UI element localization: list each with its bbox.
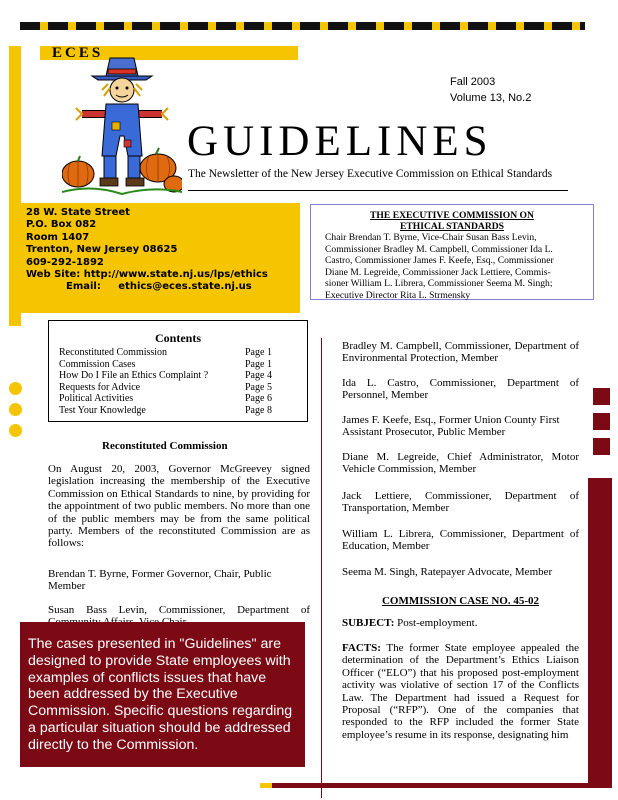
contents-row[interactable]: Reconstituted Commission Page 1 [59, 347, 272, 358]
commission-box-line: Executive Director Rita L. Strmensky [325, 289, 471, 301]
issue-season: Fall 2003 [450, 76, 496, 88]
case-subject [342, 617, 579, 629]
disclaimer-callout: The cases presented in "Guidelines" are designed to provide State employees with examples of conflicts issues that have been addressed by the Executive Commission. Specific questions regarding a particular situation should be addressed directly to the Commission. [20, 622, 305, 767]
case-subject-text: Post-employment. [397, 617, 478, 629]
case-facts [342, 642, 579, 741]
member-legreide: Diane M. Legreide, Chief Administrator, Motor Vehicle Commission, Member [342, 451, 579, 476]
section-heading-reconstituted: Reconstituted Commission [102, 440, 228, 452]
decor-dot [9, 403, 22, 416]
decor-dot [9, 382, 22, 395]
commission-box-line: Diane M. Legreide, Commissioner Jack Lettiere, Commis- [325, 266, 551, 278]
decor-red-bar [588, 478, 612, 783]
contents-row[interactable]: Commission Cases Page 1 [59, 358, 272, 370]
case-heading: COMMISSION CASE NO. 45-02 [381, 595, 540, 607]
commission-box-heading-2: ETHICAL STANDARDS [399, 221, 505, 232]
decor-square [593, 413, 610, 430]
newsletter-title: GUIDELINES [187, 118, 493, 165]
member-levin: Susan Bass Levin, Commissioner, Department of [48, 604, 310, 616]
address-room: Room 1407 [26, 231, 90, 243]
commission-box-heading-1: THE EXECUTIVE COMMISSION ON [370, 210, 534, 221]
issue-info [450, 74, 531, 106]
masthead-rule [188, 190, 568, 191]
case-subject-label: SUBJECT: [342, 617, 395, 629]
right-column-rule [321, 338, 322, 798]
member-lettiere: Jack Lettiere, Commissioner, Department of Transportation, Member [342, 490, 579, 515]
top-dash-border [20, 22, 585, 30]
decor-square [593, 438, 610, 455]
commission-box-line: Chair Brendan T. Byrne, Vice-Chair Susan Bass Levin, [325, 232, 537, 243]
reconstituted-intro: On August 20, 2003, Governor McGreevey signed legislation increasing the membership of the Executive Commission on Ethical Standards to nine, by providing for the appointment of two public members. No more than one of the public members may be from the same political party. Members of the reconstituted Commission are as follows: [48, 463, 310, 550]
address-phone: 609-292-1892 [26, 256, 104, 268]
member-campbell: Bradley M. Campbell, Commissioner, Department of Environmental Protection, Member [342, 340, 579, 365]
member-keefe: James F. Keefe, Esq., Former Union County First Assistant Prosecutor, Public Member [342, 414, 560, 439]
member-byrne: Brendan T. Byrne, Former Governor, Chair, Public Member [48, 568, 272, 593]
member-librera: William L. Librera, Commissioner, Department of Education, Member [342, 528, 579, 553]
table-of-contents [48, 320, 308, 422]
address-pobox: P.O. Box 082 [26, 219, 97, 231]
scarecrow-illustration [62, 56, 182, 198]
address-website[interactable]: Web Site: http://www.state.nj.us/lps/ethics [26, 269, 268, 281]
contents-row[interactable]: Requests for Advice Page 5 [59, 381, 272, 393]
commission-box-line: sioner William L. Librera, Commissioner Seema M. Singh; [325, 278, 553, 290]
member-castro: Ida L. Castro, Commissioner, Department of Personnel, Member [342, 377, 579, 402]
org-acronym: ECES [52, 45, 104, 61]
decor-bottom-bar [272, 783, 612, 788]
contents-row[interactable]: Political Activities Page 6 [59, 393, 272, 405]
decor-dot [9, 424, 22, 437]
newsletter-subtitle: The Newsletter of the New Jersey Executive Commission on Ethical Standards [188, 168, 553, 180]
case-facts-label: FACTS: [342, 642, 381, 654]
contents-row[interactable]: How Do I File an Ethics Complaint ? Page 4 [59, 370, 272, 382]
address-city: Trenton, New Jersey 08625 [26, 244, 178, 256]
contents-title: Contents [154, 331, 201, 345]
commission-box-line: Castro, Commissioner James F. Keefe, Esq., Commissioner [325, 255, 554, 267]
address-email[interactable]: Email: ethics@eces.state.nj.us [66, 281, 252, 293]
commission-box-line: Commissioner Bradley M. Campbell, Commissioner Ida L. [325, 243, 553, 255]
decor-bottom-yellow [260, 783, 272, 788]
issue-volume: Volume 13, No.2 [450, 92, 532, 104]
contents-row[interactable]: Test Your Knowledge Page 8 [59, 404, 272, 416]
contents-table [59, 347, 272, 417]
case-facts-text: The former State employee appealed the determination of the Department’s Ethics Liaison Officer (“ELO”) that his proposed post-employment activity was violative of section 17 of the Conflicts Law. The Department had issued a Request for Proposal (“RFP”). One of the companies that responded to the RFP included the former State employee’s resume in its response, designating him [342, 642, 579, 741]
address-street: 28 W. State Street [26, 207, 130, 218]
commission-members-box [310, 204, 594, 300]
member-singh: Seema M. Singh, Ratepayer Advocate, Member [342, 566, 553, 578]
decor-square [593, 388, 610, 405]
contact-address-block [20, 203, 300, 313]
